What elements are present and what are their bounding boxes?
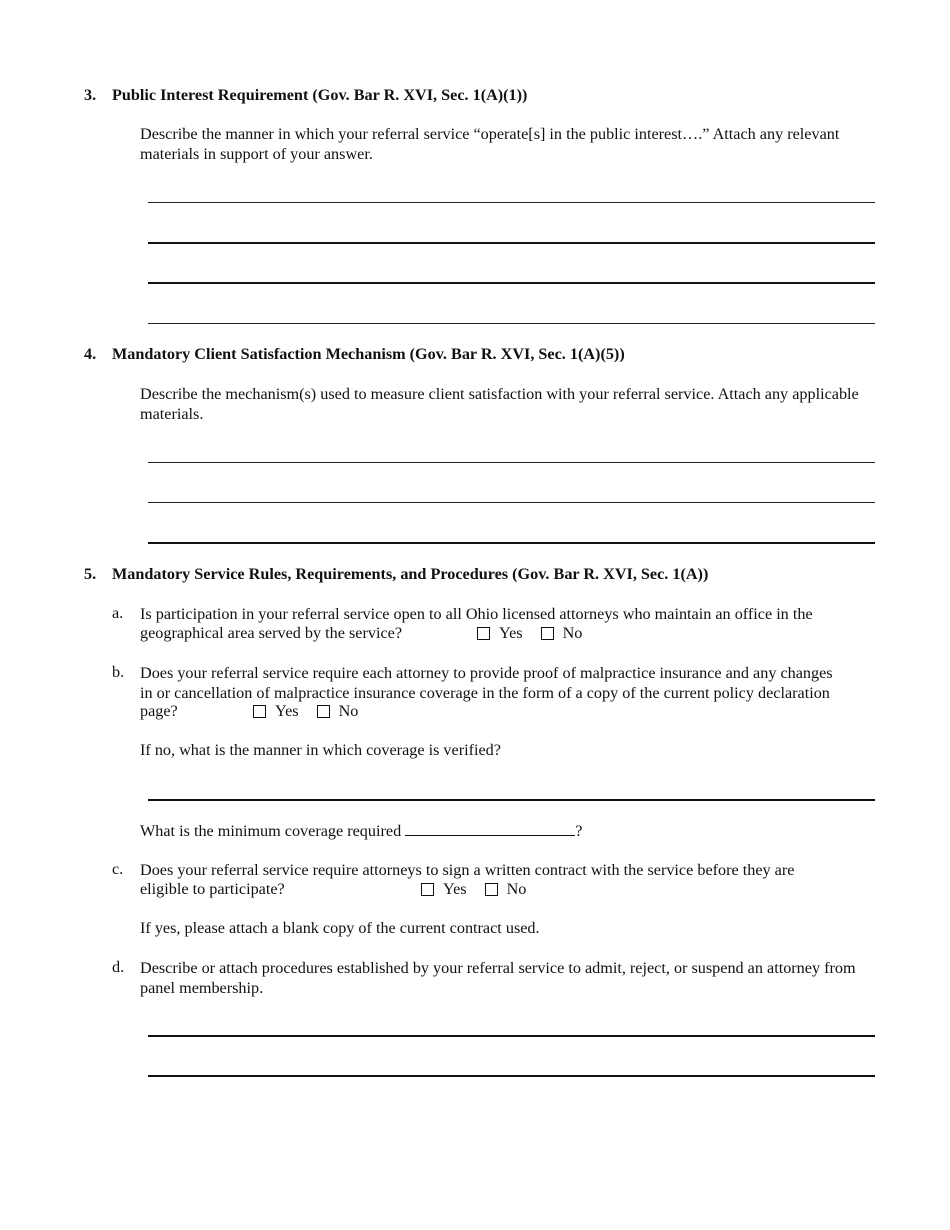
item-c-options	[421, 880, 526, 899]
item-c-followup: If yes, please attach a blank copy of the current contract used.	[140, 919, 540, 937]
item-a-yes-label: Yes	[499, 624, 523, 642]
section-3-heading: Public Interest Requirement (Gov. Bar R. XVI, Sec. 1(A)(1))	[112, 86, 528, 104]
item-a-options	[477, 624, 582, 643]
item-b-options	[253, 702, 358, 721]
section-3-answer-line-4[interactable]	[148, 323, 875, 324]
item-d-answer-line-1[interactable]	[148, 1035, 875, 1037]
item-b-coverage-prompt: What is the minimum coverage required	[140, 822, 406, 840]
section-5-number: 5.	[84, 565, 97, 583]
item-a-question-line-2: geographical area served by the service?	[140, 624, 403, 642]
item-c-yes-checkbox[interactable]	[421, 883, 434, 896]
item-d-letter: d.	[112, 958, 125, 976]
section-4-instructions: Describe the mechanism(s) used to measure client satisfaction with your referral service. Attach any applicable materials.	[140, 385, 859, 423]
item-a-no-label: No	[562, 624, 583, 642]
item-d-instructions: Describe or attach procedures established by your referral service to admit, reject, or suspend an attorney from panel membership.	[140, 959, 856, 997]
item-b-coverage-row	[140, 821, 582, 841]
item-b-coverage-suffix: ?	[575, 822, 583, 840]
section-5-heading: Mandatory Service Rules, Requirements, and Procedures (Gov. Bar R. XVI, Sec. 1(A))	[112, 565, 709, 583]
section-3-answer-line-1[interactable]	[148, 202, 875, 203]
item-b-question-line-2: in or cancellation of malpractice insurance coverage in the form of a copy of the current policy declaration	[140, 684, 830, 702]
item-b-question-line-3: page?	[140, 702, 178, 720]
item-c-question-line-1: Does your referral service require attorneys to sign a written contract with the service before they are	[140, 861, 795, 879]
item-b-yes-checkbox[interactable]	[253, 705, 266, 718]
item-c-no-label: No	[506, 880, 527, 898]
section-3-answer-line-3[interactable]	[148, 282, 875, 284]
section-4-answer-line-2[interactable]	[148, 502, 875, 503]
section-3-number: 3.	[84, 86, 97, 104]
section-4-heading: Mandatory Client Satisfaction Mechanism (Gov. Bar R. XVI, Sec. 1(A)(5))	[112, 345, 625, 363]
item-a-question-line-1: Is participation in your referral service open to all Ohio licensed attorneys who maintain an office in the	[140, 605, 813, 623]
item-b-no-label: No	[338, 702, 359, 720]
item-b-no-checkbox[interactable]	[317, 705, 330, 718]
item-b-yes-label: Yes	[275, 702, 299, 720]
item-a-yes-checkbox[interactable]	[477, 627, 490, 640]
item-b-answer-line[interactable]	[148, 799, 875, 801]
item-d-answer-line-2[interactable]	[148, 1075, 875, 1077]
section-3-instructions: Describe the manner in which your referral service “operate[s] in the public interest….” Attach any relevant materials in support of your answer.	[140, 125, 840, 163]
section-4-answer-line-3[interactable]	[148, 542, 875, 544]
item-b-followup: If no, what is the manner in which coverage is verified?	[140, 741, 501, 759]
item-b-question-line-1: Does your referral service require each attorney to provide proof of malpractice insurance and any changes	[140, 664, 833, 682]
item-a-no-checkbox[interactable]	[541, 627, 554, 640]
item-c-letter: c.	[112, 860, 124, 878]
item-c-yes-label: Yes	[443, 880, 467, 898]
item-b-letter: b.	[112, 663, 125, 681]
item-a-letter: a.	[112, 604, 124, 622]
section-3-answer-line-2[interactable]	[148, 242, 875, 244]
item-c-no-checkbox[interactable]	[485, 883, 498, 896]
item-b-coverage-blank[interactable]	[405, 821, 575, 836]
section-4-number: 4.	[84, 345, 97, 363]
item-c-question-line-2: eligible to participate?	[140, 880, 285, 898]
section-4-answer-line-1[interactable]	[148, 462, 875, 463]
